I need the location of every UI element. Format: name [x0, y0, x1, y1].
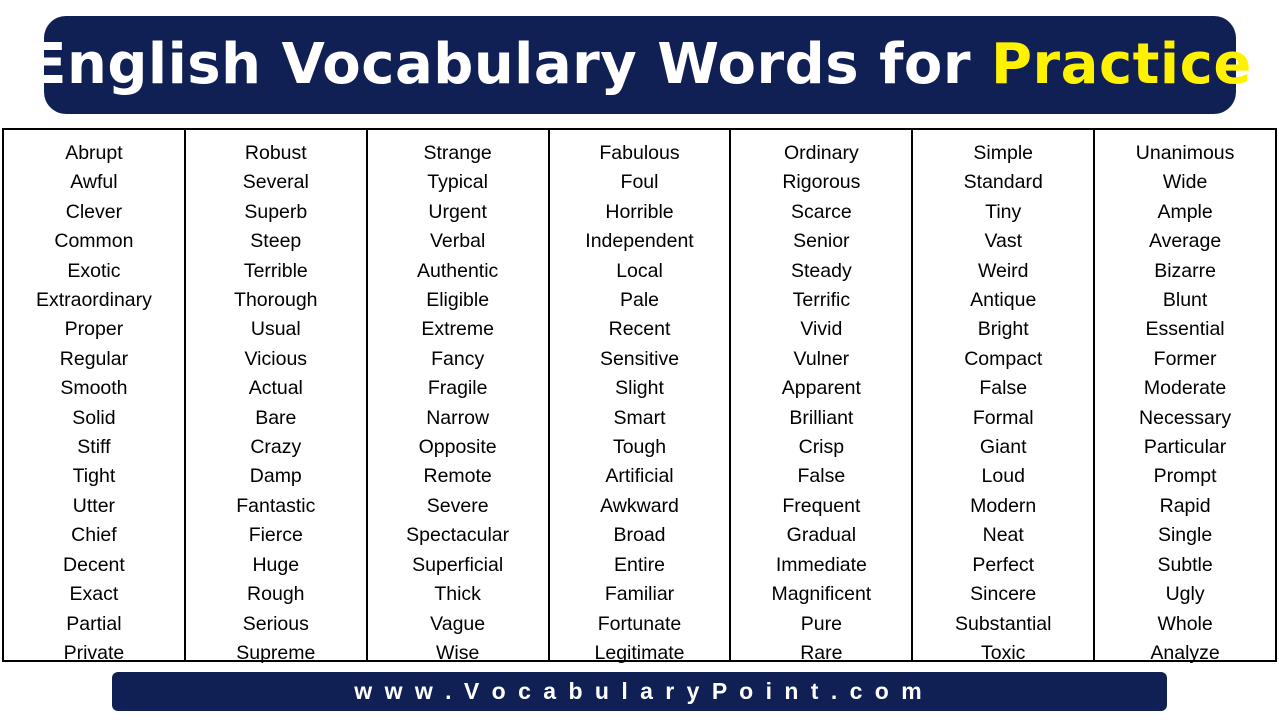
- word-item: Recent: [608, 318, 671, 341]
- page-title-accent: Practice: [991, 32, 1252, 97]
- word-column-4: [550, 130, 732, 664]
- word-item: Sensitive: [599, 347, 680, 370]
- word-item: Vague: [430, 612, 486, 635]
- word-item: Legitimate: [594, 641, 685, 664]
- word-item: Crazy: [250, 436, 302, 459]
- word-item: Toxic: [981, 641, 1026, 664]
- word-item: Smart: [613, 406, 666, 429]
- word-item: Slight: [615, 377, 664, 400]
- word-item: Spectacular: [406, 524, 510, 547]
- word-item: Necessary: [1139, 406, 1232, 429]
- word-item: Several: [242, 171, 309, 194]
- page-title-main: English Vocabulary Words for: [28, 32, 992, 97]
- word-item: Utter: [72, 494, 116, 517]
- word-item: Loud: [981, 465, 1025, 488]
- word-item: Frequent: [782, 494, 861, 517]
- word-item: Ordinary: [783, 142, 859, 164]
- word-item: Subtle: [1157, 553, 1213, 576]
- word-item: Exotic: [67, 259, 121, 282]
- word-item: Rigorous: [782, 171, 861, 194]
- word-item: Steady: [791, 259, 852, 282]
- word-item: Senior: [793, 230, 850, 253]
- word-column-2: [186, 130, 368, 664]
- word-item: Perfect: [972, 553, 1035, 576]
- word-item: Single: [1157, 524, 1213, 547]
- word-item: Solid: [72, 406, 116, 429]
- word-item: Fortunate: [597, 612, 682, 635]
- word-item: Artificial: [605, 465, 674, 488]
- word-item: Terrible: [243, 259, 308, 282]
- word-item: Strange: [423, 142, 492, 164]
- word-item: Bare: [255, 406, 297, 429]
- word-item: Thorough: [234, 289, 318, 312]
- word-item: Narrow: [426, 406, 490, 429]
- word-item: Fabulous: [599, 142, 680, 164]
- word-item: Modern: [970, 494, 1037, 517]
- word-item: Local: [616, 259, 663, 282]
- word-item: Vulner: [793, 347, 850, 370]
- word-item: Superb: [244, 200, 308, 223]
- word-item: Immediate: [775, 553, 867, 576]
- word-item: Moderate: [1143, 377, 1227, 400]
- word-column-7: [1095, 130, 1275, 664]
- word-item: Compact: [964, 347, 1043, 370]
- word-item: Partial: [66, 612, 122, 635]
- word-item: Robust: [244, 142, 307, 164]
- word-item: Ugly: [1165, 583, 1205, 606]
- word-item: Weird: [977, 259, 1029, 282]
- word-item: Common: [54, 230, 134, 253]
- word-item: Bizarre: [1154, 259, 1216, 282]
- word-item: Extreme: [421, 318, 494, 341]
- word-item: Wide: [1162, 171, 1208, 194]
- word-item: Ample: [1157, 200, 1213, 223]
- word-item: Neat: [982, 524, 1024, 547]
- word-column-6: [913, 130, 1095, 664]
- word-item: Familiar: [604, 583, 675, 606]
- word-item: Standard: [963, 171, 1043, 194]
- word-item: Sincere: [970, 583, 1037, 606]
- word-item: Antique: [970, 289, 1037, 312]
- word-item: Simple: [973, 142, 1034, 164]
- word-item: Foul: [620, 171, 659, 194]
- word-item: Extraordinary: [35, 289, 152, 312]
- word-item: Independent: [585, 230, 694, 253]
- word-item: Severe: [426, 494, 489, 517]
- word-item: Remote: [423, 465, 492, 488]
- word-item: Rare: [800, 641, 843, 664]
- word-table: [2, 128, 1277, 662]
- word-item: Supreme: [236, 641, 316, 664]
- word-item: Smooth: [60, 377, 128, 400]
- word-item: Rapid: [1159, 494, 1211, 517]
- word-item: Stiff: [77, 436, 111, 459]
- word-item: Chief: [71, 524, 117, 547]
- word-item: Analyze: [1150, 641, 1220, 664]
- word-item: Particular: [1143, 436, 1227, 459]
- word-item: Damp: [249, 465, 302, 488]
- word-item: Prompt: [1153, 465, 1217, 488]
- word-item: Actual: [248, 377, 303, 400]
- word-item: Serious: [242, 612, 309, 635]
- word-item: Pale: [619, 289, 660, 312]
- word-item: False: [979, 377, 1028, 400]
- word-item: Superficial: [412, 553, 504, 576]
- word-item: Entire: [614, 553, 665, 576]
- word-item: Awful: [70, 171, 118, 194]
- word-item: Opposite: [418, 436, 497, 459]
- title-banner: [28, 16, 1252, 114]
- word-item: Brilliant: [789, 406, 854, 429]
- word-item: Average: [1148, 230, 1222, 253]
- word-item: Exact: [69, 583, 119, 606]
- word-item: Fierce: [248, 524, 303, 547]
- word-item: Vicious: [244, 347, 308, 370]
- word-item: Regular: [59, 347, 129, 370]
- word-item: Horrible: [605, 200, 674, 223]
- word-item: Steep: [250, 230, 302, 253]
- word-item: Vivid: [800, 318, 843, 341]
- word-item: Typical: [427, 171, 488, 194]
- word-item: Fancy: [431, 347, 485, 370]
- word-item: Authentic: [416, 259, 499, 282]
- word-item: Usual: [250, 318, 301, 341]
- word-item: Blunt: [1162, 289, 1208, 312]
- word-item: Fragile: [427, 377, 488, 400]
- word-item: Tight: [72, 465, 116, 488]
- word-item: Pure: [800, 612, 842, 635]
- word-item: Scarce: [791, 200, 852, 223]
- word-item: Huge: [252, 553, 300, 576]
- word-item: Whole: [1157, 612, 1213, 635]
- word-item: Formal: [972, 406, 1034, 429]
- word-item: Magnificent: [771, 583, 872, 606]
- word-item: Awkward: [600, 494, 679, 517]
- word-item: Thick: [434, 583, 481, 606]
- word-item: Crisp: [798, 436, 845, 459]
- word-item: Urgent: [428, 200, 487, 223]
- word-item: Proper: [64, 318, 124, 341]
- page-title: [28, 32, 1252, 97]
- word-column-1: [4, 130, 186, 664]
- word-item: Apparent: [781, 377, 861, 400]
- word-item: Broad: [613, 524, 666, 547]
- word-item: False: [797, 465, 846, 488]
- word-item: Former: [1153, 347, 1217, 370]
- word-column-5: [731, 130, 913, 664]
- footer-banner: [112, 672, 1167, 711]
- word-item: Abrupt: [65, 142, 123, 164]
- word-item: Vast: [984, 230, 1023, 253]
- word-item: Fantastic: [236, 494, 316, 517]
- word-item: Wise: [435, 641, 480, 664]
- word-item: Private: [63, 641, 125, 664]
- word-item: Unanimous: [1135, 142, 1235, 164]
- word-item: Tough: [612, 436, 667, 459]
- word-item: Decent: [63, 553, 125, 576]
- word-item: Bright: [977, 318, 1029, 341]
- word-item: Clever: [65, 200, 123, 223]
- word-item: Essential: [1145, 318, 1225, 341]
- word-item: Verbal: [430, 230, 486, 253]
- word-item: Giant: [979, 436, 1027, 459]
- word-column-3: [368, 130, 550, 664]
- word-item: Tiny: [985, 200, 1022, 223]
- website-url: w w w . V o c a b u l a r y P o i n t . c o m: [354, 678, 925, 704]
- word-item: Substantial: [954, 612, 1052, 635]
- word-item: Rough: [247, 583, 305, 606]
- word-item: Terrific: [792, 289, 851, 312]
- word-item: Eligible: [426, 289, 490, 312]
- word-item: Gradual: [786, 524, 857, 547]
